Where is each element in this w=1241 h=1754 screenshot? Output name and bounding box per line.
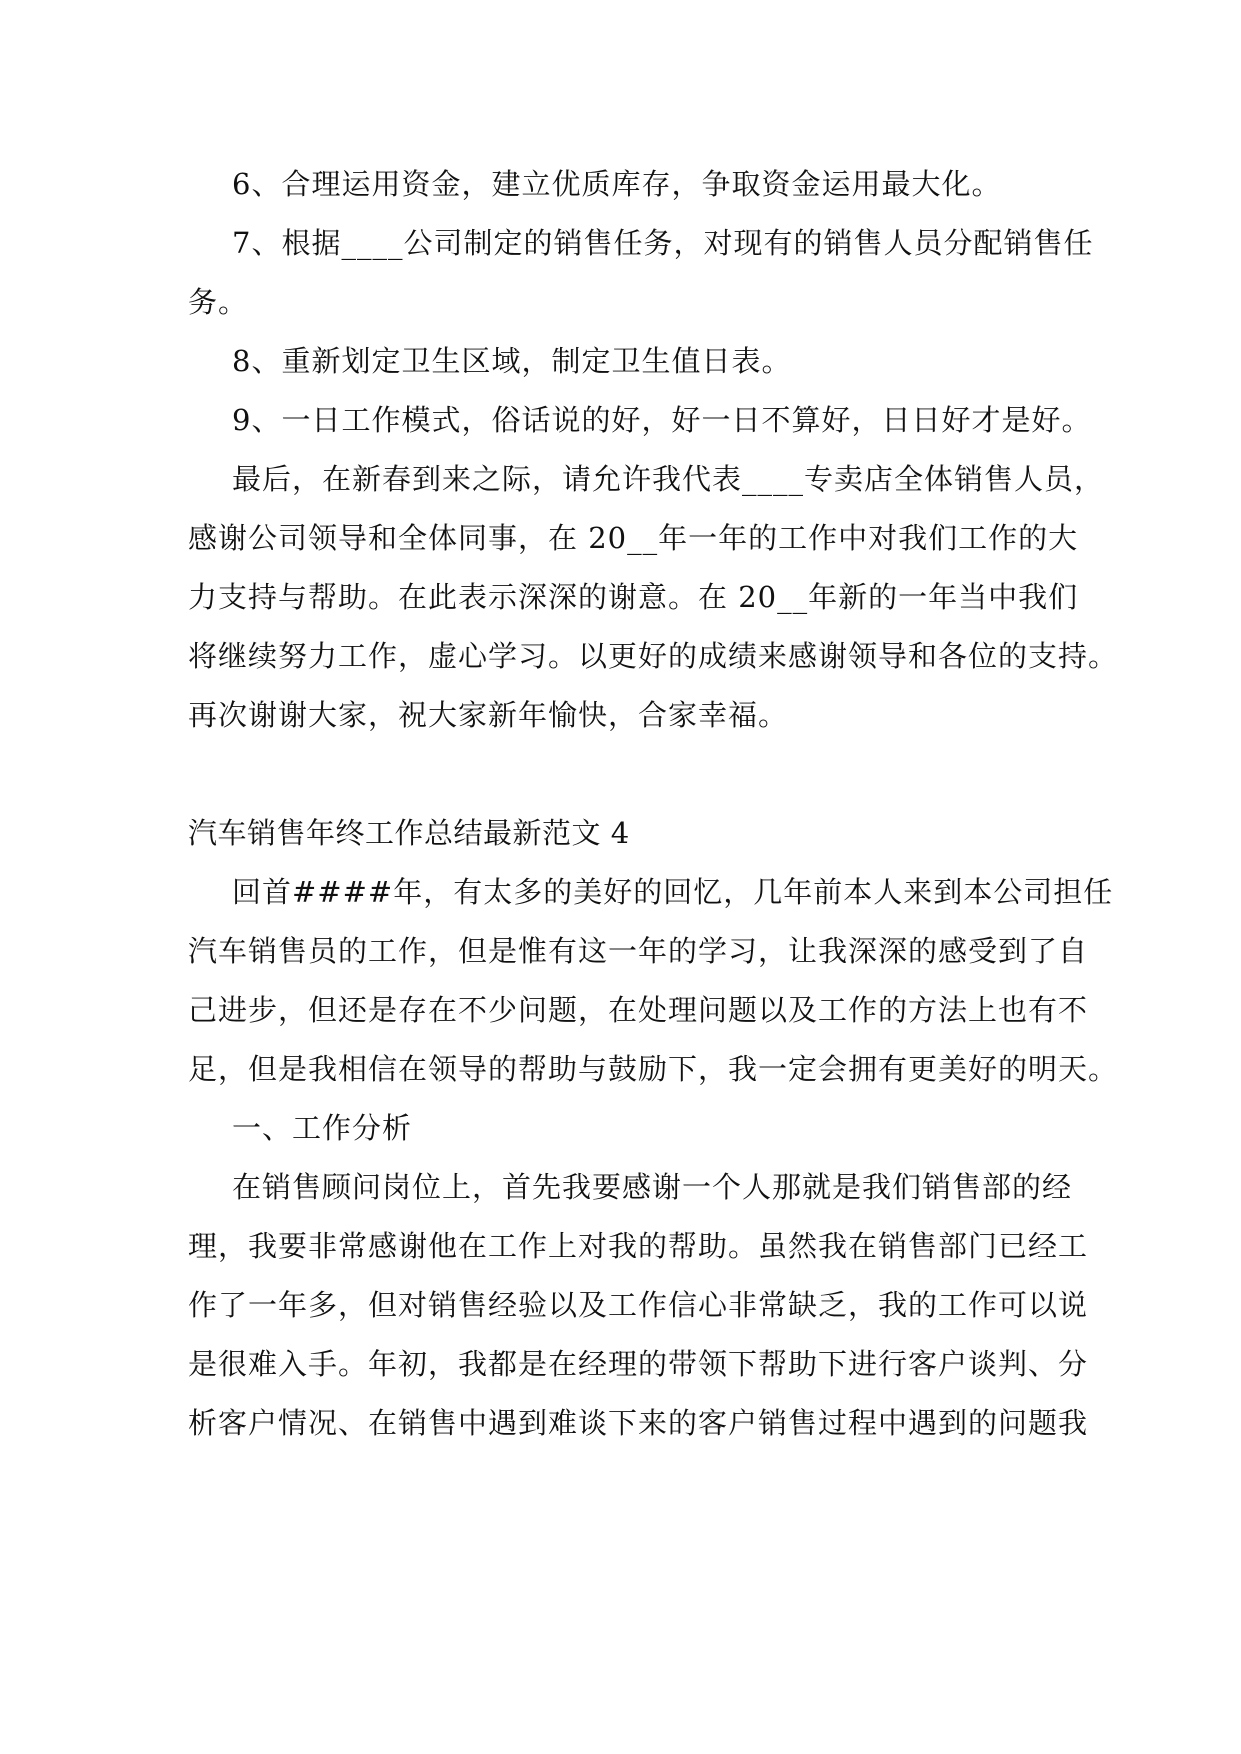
section-title: 汽车销售年终工作总结最新范文 4 xyxy=(188,816,630,850)
closing-paragraph-line: 再次谢谢大家，祝大家新年愉快，合家幸福。 xyxy=(188,698,789,732)
list-item-7: 7、根据____公司制定的销售任务，对现有的销售人员分配销售任 xyxy=(232,226,1094,260)
list-item-9: 9、一日工作模式，俗话说的好，好一日不算好，日日好才是好。 xyxy=(232,403,1092,437)
analysis-paragraph-line: 作了一年多，但对销售经验以及工作信心非常缺乏，我的工作可以说 xyxy=(188,1288,1089,1322)
analysis-paragraph-line: 是很难入手。年初，我都是在经理的带领下帮助下进行客户谈判、分 xyxy=(188,1347,1089,1381)
analysis-paragraph-line: 理，我要非常感谢他在工作上对我的帮助。虽然我在销售部门已经工 xyxy=(188,1229,1089,1263)
closing-paragraph-line: 力支持与帮助。在此表示深深的谢意。在 20__年新的一年当中我们 xyxy=(188,580,1079,614)
intro-paragraph-line: 己进步，但还是存在不少问题，在处理问题以及工作的方法上也有不 xyxy=(188,993,1089,1027)
closing-paragraph-line: 最后，在新春到来之际，请允许我代表____专卖店全体销售人员， xyxy=(232,462,1105,496)
list-item-7-continuation: 务。 xyxy=(188,285,249,319)
closing-paragraph-line: 将继续努力工作，虚心学习。以更好的成绩来感谢领导和各位的支持。 xyxy=(188,639,1119,673)
analysis-paragraph-line: 在销售顾问岗位上，首先我要感谢一个人那就是我们销售部的经 xyxy=(232,1170,1073,1204)
intro-paragraph-line: 汽车销售员的工作，但是惟有这一年的学习，让我深深的感受到了自 xyxy=(188,934,1089,968)
intro-paragraph-line: 回首####年，有太多的美好的回忆，几年前本人来到本公司担任 xyxy=(232,875,1114,909)
list-item-8: 8、重新划定卫生区域，制定卫生值日表。 xyxy=(232,344,792,378)
list-item-6: 6、合理运用资金，建立优质库存，争取资金运用最大化。 xyxy=(232,167,1002,201)
closing-paragraph-line: 感谢公司领导和全体同事，在 20__年一年的工作中对我们工作的大 xyxy=(188,521,1079,555)
analysis-paragraph-line: 析客户情况、在销售中遇到难谈下来的客户销售过程中遇到的问题我 xyxy=(188,1406,1089,1440)
intro-paragraph-line: 足，但是我相信在领导的帮助与鼓励下，我一定会拥有更美好的明天。 xyxy=(188,1052,1119,1086)
subsection-heading: 一、工作分析 xyxy=(232,1111,413,1145)
